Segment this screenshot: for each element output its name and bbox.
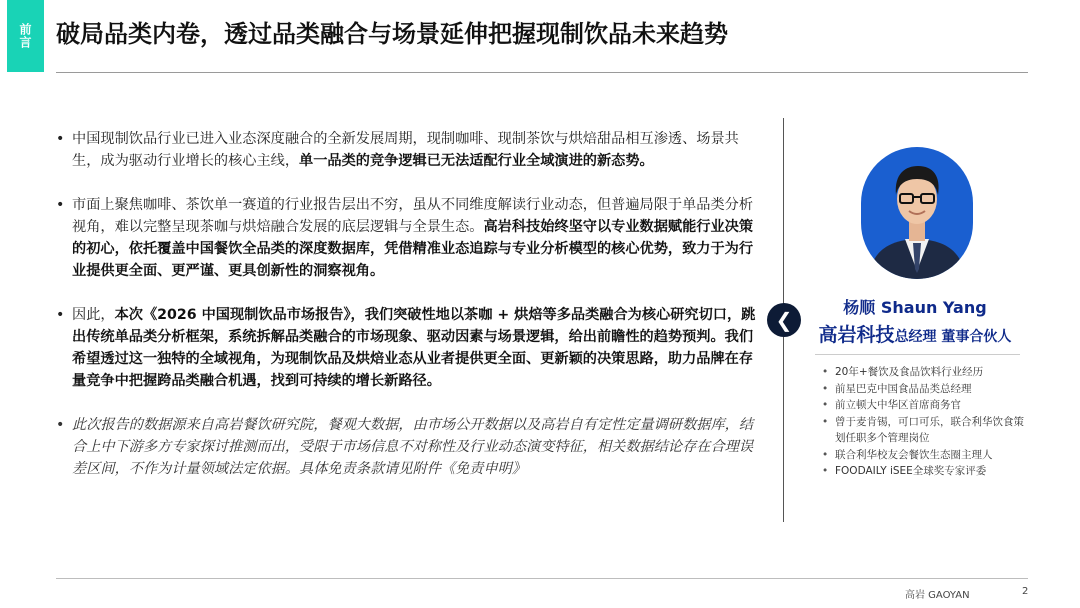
bio-list	[822, 364, 1032, 480]
bio-divider	[815, 354, 1020, 355]
bio-item: • 曾于麦肯锡，可口可乐，联合利华饮食策划任职多个管理岗位	[822, 414, 1032, 447]
paragraph-highlight: 单一品类的竞争逻辑已无法适配行业全域演进的新态势。	[299, 153, 654, 169]
person-name: 杨顺 Shaun Yang	[843, 298, 987, 317]
bio-item: • 20年+餐饮及食品饮料行业经历	[822, 364, 1032, 381]
paragraph-text: 中国现制饮品行业已进入业态深度融合的全新发展周期，现制咖啡、现制茶饮与烘焙甜品相互渗透、场景共生，成为驱动行业增长的核心主线，	[72, 131, 739, 169]
section-tag	[7, 0, 44, 72]
title-divider	[56, 72, 1028, 73]
bullet-dot: •	[56, 197, 65, 213]
disclaimer-text: 此次报告的数据源来自高岩餐饮研究院，餐观大数据，由市场公开数据以及高岩自有定性定量调研数据库，结合上中下游多方专家探讨推测而出，受限于市场信息不对称性及行业动态演变特征，相关数据结论存在合理误差区间，不作为计量领域法定依据。具体免责条款请见附件《免责申明》	[72, 417, 754, 477]
paragraph-market	[56, 194, 756, 282]
avatar	[861, 147, 973, 279]
paragraph-report	[56, 304, 756, 392]
page-number: 2	[1022, 586, 1029, 597]
bio-item: • FOODAILY iSEE全球奖专家评委	[822, 463, 1032, 480]
bullet-dot: •	[56, 131, 65, 147]
bullet-dot: •	[56, 417, 65, 433]
bio-item: • 前星巴克中国食品品类总经理	[822, 381, 1032, 398]
section-tag-label: 前言	[18, 23, 32, 49]
role-title: 总经理 董事合伙人	[894, 329, 1012, 345]
person-title	[790, 320, 1040, 347]
paragraph-highlight: 高岩科技始终坚守以专业数据赋能行业决策的初心，依托覆盖中国餐饮全品类的深度数据库，凭借精准业态追踪与专业分析模型的核心优势，致力于为行业提供更全面、更严谨、更具创新性的洞察视角。	[72, 219, 754, 279]
bio-item: • 前立顿大中华区首席商务官	[822, 397, 1032, 414]
paragraph-text: 因此，	[72, 307, 115, 323]
paragraph-industry	[56, 128, 756, 172]
portrait-illustration	[861, 147, 973, 279]
page-title: 破局品类内卷，透过品类融合与场景延伸把握现制饮品未来趋势	[56, 20, 728, 48]
company-name: 高岩科技	[818, 324, 895, 346]
footer-brand: 高岩 GAOYAN	[905, 590, 970, 601]
paragraph-highlight: 本次《2026 中国现制饮品市场报告》，我们突破性地以茶咖 + 烘焙等多品类融合为核心研究切口，跳出传统单品类分析框架，系统拆解品类融合的市场现象、驱动因素与场景逻辑，给出前瞻性的趋势预判。我们希望透过这一独特的全域视角，为现制饮品及烘焙业态从业者提供更全面、更新颖的决策思路，助力品牌在存量竞争中把握跨品类融合机遇，找到可持续的增长新路径。	[72, 307, 756, 389]
chevron-left-icon: ❮	[775, 308, 793, 332]
intro-body	[56, 128, 756, 502]
bullet-dot: •	[56, 307, 65, 323]
paragraph-text: 市面上聚焦咖啡、茶饮单一赛道的行业报告层出不穷，虽从不同维度解读行业动态，但普遍局限于单品类分析视角，难以完整呈现茶咖与烘焙融合发展的底层逻辑与全景生态。	[72, 197, 754, 235]
footer-divider	[56, 578, 1028, 579]
bio-item: • 联合利华校友会餐饮生态圈主理人	[822, 447, 1032, 464]
paragraph-disclaimer	[56, 414, 756, 480]
